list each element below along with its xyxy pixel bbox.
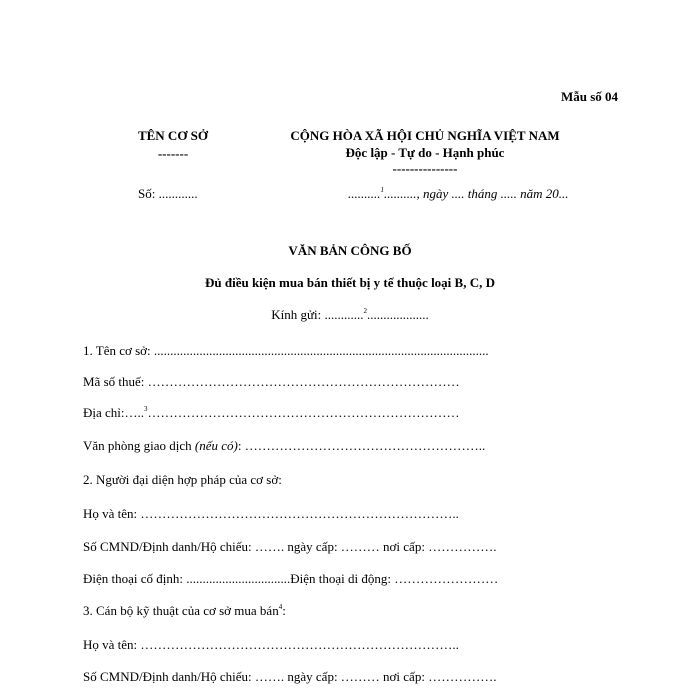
- office-label: Văn phòng giao dịch: [83, 438, 195, 453]
- place-dots: ..........: [348, 186, 381, 201]
- facility-name-header: TÊN CƠ SỞ: [137, 128, 209, 143]
- technician-heading: [83, 603, 286, 619]
- facility-name-field: 1. Tên cơ sở: .......................................................................................................: [83, 343, 489, 358]
- office-note: (nếu có): [194, 438, 238, 453]
- address-prefix: Địa chỉ:…..: [83, 405, 145, 420]
- technician-name-field: Họ và tên: ………………………………………………………………..: [83, 637, 459, 652]
- national-motto: Độc lập - Tự do - Hạnh phúc: [345, 145, 505, 160]
- recipient-suffix: ...................: [367, 307, 429, 322]
- technician-id-field: Số CMND/Định danh/Hộ chiếu: ……. ngày cấp: ……… nơi cấp: …………….: [83, 669, 497, 684]
- facility-name-rule: -------: [157, 146, 189, 161]
- footnote-marker-1: 1: [380, 186, 384, 194]
- form-number: Mẫu số 04: [560, 89, 618, 104]
- recipient-prefix: Kính gửi: ............: [271, 307, 364, 322]
- tax-code-field: Mã số thuế: ………………………………………………………………: [83, 374, 460, 389]
- representative-id-field: Số CMND/Định danh/Hộ chiếu: ……. ngày cấp: ……… nơi cấp: …………….: [83, 539, 497, 554]
- representative-name-field: Họ và tên: ………………………………………………………………..: [83, 506, 459, 521]
- date-line: .........., ngày .... tháng ..... năm 20...: [384, 186, 569, 201]
- document-number: Số: ............: [138, 186, 198, 201]
- address-field: [83, 405, 460, 421]
- footnote-marker-3: 3: [144, 405, 148, 413]
- office-suffix: : ………………………………………………..: [237, 438, 486, 453]
- representative-phone-field: Điện thoại cố định: ................................Điện thoại di động: ……………………: [83, 571, 499, 586]
- footnote-marker-2: 2: [363, 307, 368, 315]
- technician-heading-text: 3. Cán bộ kỹ thuật của cơ sở mua bán: [83, 603, 279, 618]
- office-field: [83, 438, 485, 454]
- address-suffix: ………………………………………………………………: [147, 405, 460, 420]
- document-subtitle: Đủ điều kiện mua bán thiết bị y tế thuộc loại B, C, D: [204, 275, 495, 290]
- document-title: VĂN BẢN CÔNG BỐ: [288, 243, 412, 258]
- recipient-line: [0, 307, 700, 323]
- national-title: CỘNG HÒA XÃ HỘI CHỦ NGHĨA VIỆT NAM: [290, 128, 560, 143]
- national-motto-rule: ---------------: [392, 161, 458, 176]
- representative-heading: 2. Người đại diện hợp pháp của cơ sở:: [83, 472, 282, 487]
- technician-heading-colon: :: [282, 603, 286, 618]
- place-date: [348, 186, 569, 202]
- footnote-marker-4: 4: [278, 603, 283, 611]
